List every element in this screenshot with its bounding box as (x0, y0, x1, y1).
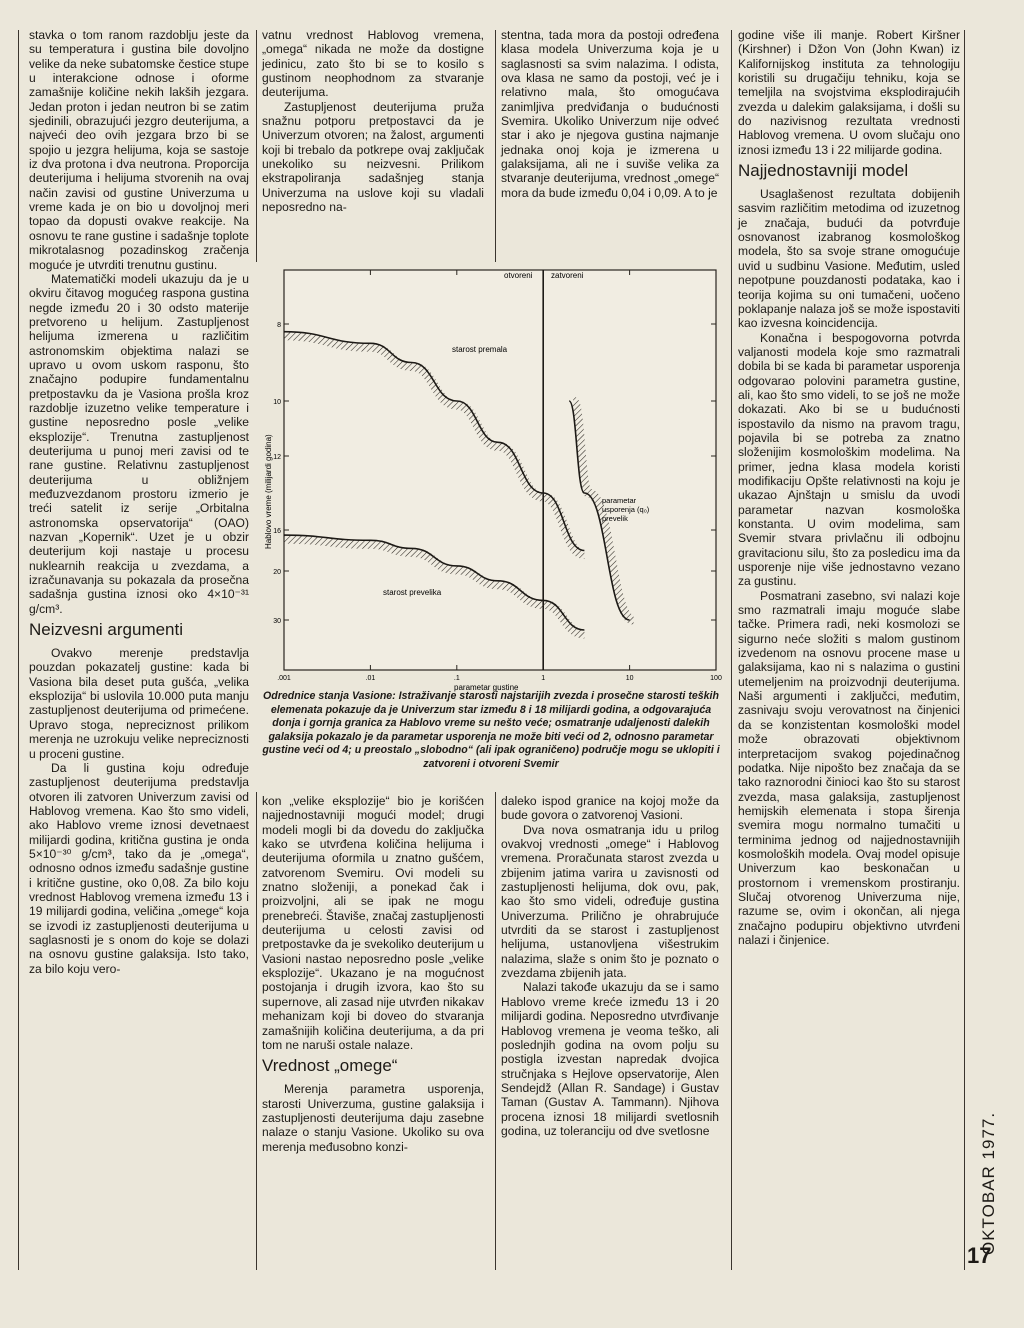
age-too-large-label: starost prevelika (383, 588, 442, 597)
open-region-label: otvoreni (504, 271, 533, 280)
paragraph: Ovakvo merenje predstavlja pouzdan pokazatelj gustine: kada bi Vasiona bila deset puta gušća, „velika eksplozija“ bi uslovila 10.000 puta manju zastupljenost deuterijuma od primećene. Upravo stoga, nepreciznost prilikom merenja ne uzrokuju velike nepreciznosti u proceni gustine. (29, 646, 249, 761)
x-tick-label: .001 (277, 675, 291, 682)
paragraph: godine više ili manje. Robert Kiršner (Kirshner) i Džon Von (John Kwan) iz Kalifornijskog instituta za tehnologiju koristili su drugačiju tehniku, koja se temeljila na svojstvima eksplodirajućih zvezda u dalekim galaksijama, i došli su do nazivisnog rezultata vrednosti Hablovog vremena. U ovom slučaju ono iznosi između 13 i 22 milijarde godina. (738, 28, 960, 157)
y-tick-label: 12 (273, 454, 281, 461)
column-rule (256, 30, 257, 262)
paragraph: stavka o tom ranom razdoblju jeste da su temperatura i gustina bile dovoljno velike da neke subatomske čestice stupe u interakcione odnose i oforme zamašnije količine nekih lakših jezgara. Jedan proton i jedan neutron bi se zatim sjedinili, obrazujući jezgro deuterijuma, a najveći deo ovih jezgara brzo bi se spojio u jezgra helijuma, koja se sastoje iz dva protona i dva neutrona. Proporcija deuterijuma i helijuma stvorenih na ovaj način zavisi od gustine Univerzuma u vreme kada je on bio u dovoljnoj meri topao da dopusti ovakve reakcije. Na osnovu te rane gustine i sadašnje toplote mikrotalasnog pozadinskog zračenja moguće je utvrditi trenutnu gustinu. (29, 28, 249, 272)
section-heading: Najjednostavniji model (738, 161, 909, 181)
x-tick-label: 10 (625, 675, 634, 682)
cosmology-chart (258, 264, 722, 694)
section-heading: Neizvesni argumenti (29, 620, 184, 640)
column-rule (731, 30, 732, 1270)
issue-date (964, 1020, 1004, 1270)
x-tick-label: .1 (453, 675, 460, 682)
paragraph: Dva nova osmatranja idu u prilog ovakvoj vrednosti „omege“ i Hablovog vremena. Proračunata starost zvezda u zbijenim jatima varira u zavisnosti od zastupljenosti helijuma, dok ovu, pak, kao što smo videli, određuje gustina Univerzuma. Prilično je ohrabrujuće utvrditi da se starost i zastupljenost helijuma, ustanovljena višestrukim nalazima, slaže s onim što je poznato o zvezdama zbijenih jata. (501, 822, 719, 981)
paragraph: Usaglašenost rezultata dobijenih sasvim različitim metodima od izuzetnog je značaja, budući da potvrđuje osnovanost izabranog kosmološkog modela, što sa svoje strane omogućuje uvid u sudbinu Vasione. Međutim, usled nepotpune pouzdanosti podataka, kao i teorija kojima su oni tumačeni, uočeno poklapanje nalaza još se može ispostaviti kao izvesna koincidencija. (738, 187, 960, 331)
paragraph: vatnu vrednost Hablovog vremena, „omega“ nikada ne može da dostigne jedinicu, zato što bi se to kosilo s gustinom neophodnom za stvaranje deuterijuma. (262, 28, 484, 100)
column-rule (18, 30, 19, 1270)
column-rule (495, 30, 496, 262)
text-column-3-bottom (501, 794, 719, 1138)
paragraph: stentna, tada mora da postoji određena klasa modela Univerzuma koja je u saglasnosti sa svim nalazima. I odista, ova klasa ne samo da postoji, već je i relativno mala, što omogućava zanimljiva predviđanja o budućnosti Svemira. Ukoliko Univerzum nije odveć star i ako je njegova gustina najmanje jednaka onoj koja je izmerena u galaksijama, ali ne i suviše velika za stvaranje deuterijuma, vrednost „omege“ mora da bude između 0,04 i 0,09. A to je (501, 28, 719, 200)
text-column-3-top (501, 28, 719, 200)
page-number: 17 (967, 1243, 992, 1268)
x-tick-label: 100 (710, 675, 722, 682)
age-too-small-label: starost premala (452, 345, 508, 354)
chart-frame (284, 270, 716, 670)
column-rule (256, 792, 257, 1270)
paragraph: daleko ispod granice na kojoj može da bude govora o zatvorenoj Vasioni. (501, 794, 719, 823)
text-column-1 (29, 28, 249, 976)
y-tick-label: 20 (273, 569, 281, 576)
issue-date-text: OKTOBAR 1977. (979, 1111, 998, 1255)
paragraph: Da li gustina koju određuje zastupljenost deuterijuma predstavlja otvoren ili zatvoren Univerzum zavisi od Hablovog vremena. Kao što smo videli, ako Hablovo vreme iznosi devetnaest milijardi godina, kritična gustina je onda 5×10⁻³⁰ g/cm³, tako da je „omega“, odnosno odnos između sadašnje gustine i kritične gustine, oko 0,08. Za bilo koju vrednost Hablovog vremena između 13 i 19 milijardi godina, veličina „omege“ koja se izvodi iz zastupljenosti deuterijuma u saglasnosti je s onom do koje se dolazi na osnovu gustine galaksija. Isto tako, za bilo koju vero- (29, 760, 249, 976)
figure-caption: Odrednice stanja Vasione: Istraživanje starosti najstarijih zvezda i prosečne starosti teških elemenata pokazuje da je Univerzum star između 8 i 18 milijardi godina, a odgovarajuća donja i gornja granica za Hablovo vreme su nešto veće; osmatranje udaljenosti dalekih galaksija pokazalo je da parametar usporenja ne može biti veći od 2, odnosno parametar gustine veći od 4; u preostalo „slobodno“ (ali ipak ograničeno) područje mogu se uklopiti i zatvoreni i otvoreni Svemir (262, 690, 720, 770)
text-column-4 (738, 28, 960, 947)
column-rule (495, 792, 496, 1270)
text-column-2-bottom (262, 794, 484, 1154)
deceleration-label-1: parametar (602, 496, 637, 505)
paragraph: Posmatrani zasebno, svi nalazi koje smo razmatrali imaju moguće slabe tačke. Primera radi, neki kosmolozi se sigurno neće složiti s malom gustinom izvedenom na osnovu procene mase u galaksijama, kao ni s nalazima o gustini utemeljenim na proizvodnji deuterijuma. Naši argumenti i zaključci, međutim, zasnivaju svoju verovatnost na činjenici da se konzistentan kosmološki model može obrazovati objektivnom interpretacijom svakog pojedinačnog podatka. Nije nipošto bez značaja da se tako raznorodni činioci kao što su starost zvezda, masa galaksija, zastupljenost hemijskih elemenata i stopa širenja svemira mogu normalno tumačiti u terminima jednog od najjednostavnijih kosmoloških modela. Ovaj model opisuje Univerzum kao beskonačan u prostornom i vremenskom prostiranju. Slučaj otvorenog Univerzuma nije, razume se, ovim i okončan, ali njega značajno podupiru objektivno utvrđeni nalazi i činjenice. (738, 588, 960, 947)
y-tick-label: 16 (273, 528, 281, 535)
paragraph: Konačna i bespogovorna potvrda valjanosti modela koje smo razmatrali dobila bi se kada bi parametar usporenja odgovarao polovini parametra gustine, ali, kao što smo videli, to se još ne može dokazati. Ako bi se u budućnosti ispostavilo da nismo na pravom tragu, pojavila bi se potreba za znatno složenijim kosmološkim modelima. Na primer, jedna klasa modela koristi modifikaciju Opšte relativnosti na koju je ukazao Ajnštajn u smislu da uvodi parametar nazvan kosmološka konstanta. U ovim modelima, sam Svemir stvara privlačnu ili odbojnu gravitacionu silu, što za posledicu ima da usporenje nije više jednostavno vezano za gustinu. (738, 330, 960, 589)
paragraph: Matematički modeli ukazuju da je u okviru čitavog mogućeg raspona gustina negde između 20 i 30 odsto materije pretvoreno u helijum. Zastupljenost helijuma izmerena u različitim astronomskim objektima nalazi se upravo u ovom uskom rasponu, što značajno podupire fundamentalnu pretpostavku da je Vasiona prošla kroz razdoblje izuzetno velike temperature i gustine neposredno posle „velike eksplozije“. Trenutna zastupljenost deuterijuma u punoj meri zavisi od te rane gustine. Relativnu zastupljenost deuterijuma u obližnjem međuzvezdanom prostoru izmerio je treći satelit iz serije „Orbitalna astronomska opservatorija“ (OAO) nazvan „Kopernik“. Uzet je u obzir deuterijum koji nastaje u procesu nuklearnih reakcija u zvezdama, a izračunavanja su pokazala da prosečna sadašnja gustina iznosi oko 4×10⁻³¹ g/cm³. (29, 271, 249, 616)
paragraph: Merenja parametra usporenja, starosti Univerzuma, gustine galaksija i zastupljenosti deuterijuma daju zasebne nalaze o stanju Vasione. Ukoliko su ova merenja međusobno konzi- (262, 1082, 484, 1154)
x-tick-label: .01 (365, 675, 376, 682)
x-axis-label: parametar gustine (454, 683, 519, 692)
closed-region-label: zatvoreni (551, 271, 584, 280)
paragraph: Nalazi takođe ukazuju da se i samo Hablovo vreme kreće između 13 i 20 milijardi godina. Neposredno utvrđivanje Hablovog vremena je veoma teško, ali poslednjih godina na ovom polju su postigla izvestan napredak dvojica stručnjaka s Hejlove opservatorije, Alen Sendejdž (Allan R. Sandage) i Gustav Taman (Gustav A. Tammann). Njihova procena iznosi 18 milijardi svetlosnih godina, uz toleranciju od dve svetlosne (501, 980, 719, 1138)
paragraph: Zastupljenost deuterijuma pruža snažnu potporu pretpostavci da je Univerzum otvoren; na žalost, argumenti koji bi trebalo da potkrepe ovaj zaključak unekoliko su neizvesni. Prilikom ekstrapoliranja sadašnjeg stanja Univerzuma na uslove koji su vladali neposredno na- (262, 99, 484, 215)
y-axis-label: Hablovo vreme (milijardi godina) (264, 434, 273, 549)
deceleration-label-2: usporenja (q₀) (602, 505, 650, 514)
y-tick-label: 8 (277, 322, 281, 329)
y-tick-label: 30 (273, 618, 281, 625)
deceleration-label-3: prevelik (602, 514, 628, 523)
section-heading: Vrednost „omege“ (262, 1056, 398, 1076)
x-tick-label: 1 (541, 675, 546, 682)
text-column-2-top (262, 28, 484, 214)
y-tick-label: 10 (273, 399, 281, 406)
paragraph: kon „velike eksplozije“ bio je korišćen najjednostavniji mogući model; drugi modeli mogli bi da dovedu do zaključka kako se utvrđena količina helijuma i deuterijuma oformila u znatno gušćem, zatvorenom Svemiru. Ovi modeli su znatno složeniji, a ponekad čak i proizvoljni, ali se ipak ne mogu prenebreći. Štaviše, značaj zastupljenosti deuterijuma u celosti zavisi od pretpostavke da je svekoliko deuterijum u Vasioni nastao neposredno posle „velike eksplozije“. Ukazano je na mogućnost postojanja i drugih izvora, kao što su supernove, ali zasad nije utvrđen nikakav mehanizam koji bi doveo do stvaranja zamašnijih količina deuterijuma, a da pri tom ne naruši ostale nalaze. (262, 794, 484, 1052)
